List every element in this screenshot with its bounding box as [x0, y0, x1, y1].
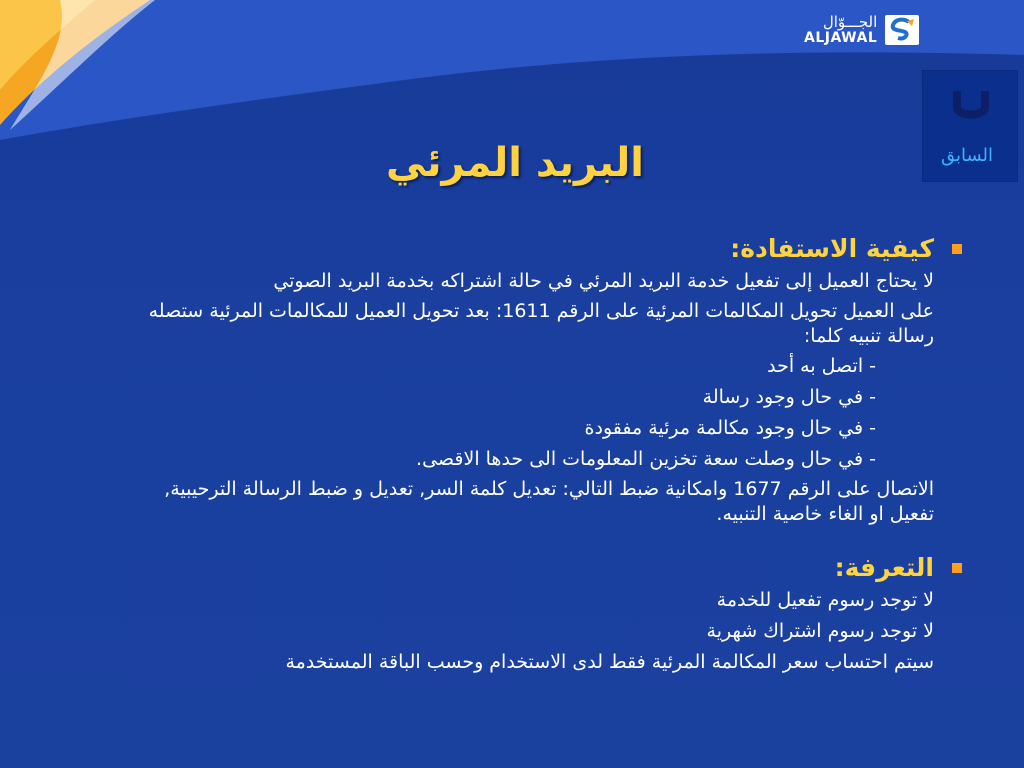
slide-content [124, 232, 934, 680]
back-arrow-icon [951, 83, 991, 123]
previous-label: السابق [940, 145, 994, 166]
usage-dash-item-4: - في حال وصلت سعة تخزين المعلومات الى حدها الاقصى. [416, 448, 876, 470]
logo-arabic-name: الجـــوّال [822, 13, 878, 31]
usage-dash-item-1: - اتصل به أحد [767, 355, 876, 377]
pricing-heading-text: التعرفة: [834, 553, 934, 582]
slide-title: البريد المرئي [386, 140, 644, 186]
pricing-line-1: لا توجد رسوم تفعيل للخدمة [716, 589, 934, 611]
usage-dash-item-2: - في حال وجود رسالة [702, 386, 876, 408]
usage-line-1: لا يحتاج العميل إلى تفعيل خدمة البريد المرئي في حالة اشتراكه بخدمة البريد الصوتي [273, 270, 934, 292]
usage-heading [124, 232, 934, 266]
usage-heading-text: كيفية الاستفادة: [730, 234, 934, 263]
usage-line-3: الاتصال على الرقم 1677 وامكانية ضبط التالي: تعديل كلمة السر, تعديل و ضبط الرسالة الترحيبية, تفعيل او الغاء خاصية التنبيه. [164, 478, 934, 525]
usage-dash-item-3: - في حال وجود مكالمة مرئية مفقودة [584, 417, 876, 439]
pricing-heading [124, 551, 934, 585]
aljawal-logo-icon [885, 15, 919, 45]
logo-english-name: ALJAWAL [804, 30, 878, 46]
previous-button[interactable] [922, 70, 1018, 182]
square-bullet-icon [952, 563, 962, 573]
usage-line-2: على العميل تحويل المكالمات المرئية على الرقم 1611: بعد تحويل العميل للمكالمات المرئية ستصله رسالة تنبيه كلما: [148, 300, 934, 347]
aljawal-logo [804, 10, 954, 50]
square-bullet-icon [952, 244, 962, 254]
pricing-line-3: سيتم احتساب سعر المكالمة المرئية فقط لدى الاستخدام وحسب الباقة المستخدمة [285, 651, 934, 673]
pricing-line-2: لا توجد رسوم اشتراك شهرية [706, 620, 934, 642]
